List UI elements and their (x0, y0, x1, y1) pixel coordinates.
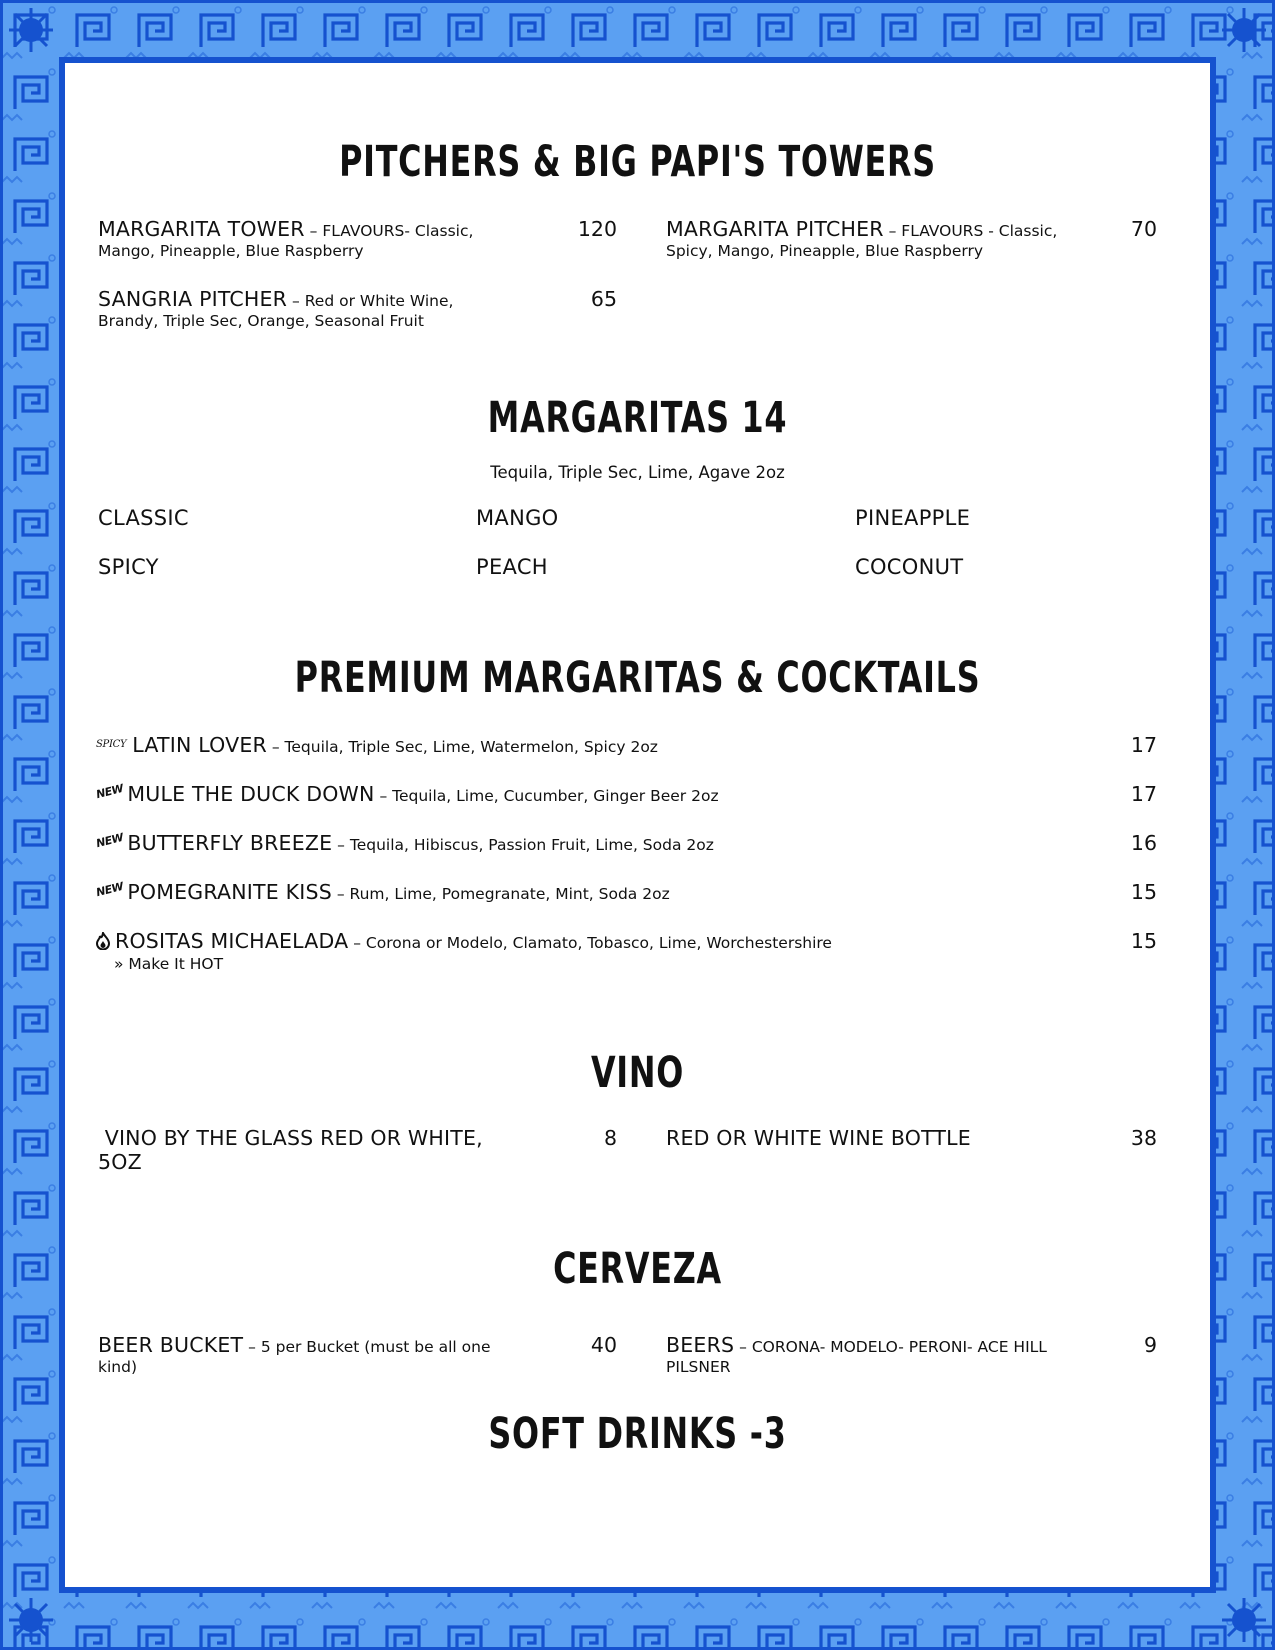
menu-item-margarita-tower (98, 217, 558, 260)
item-desc: – Rum, Lime, Pomegranate, Mint, Soda 2oz (331, 885, 670, 903)
item-price: 65 (590, 287, 617, 311)
item-name: MARGARITA PITCHER (666, 217, 884, 241)
section-title-soft-drinks: SOFT DRINKS -3 (488, 1409, 787, 1459)
flavor-pineapple: PINEAPPLE (855, 506, 971, 530)
item-name: LATIN LOVER (132, 733, 267, 757)
item-desc: – FLAVOURS - Classic, (883, 222, 1058, 240)
section-title-cerveza: CERVEZA (553, 1244, 722, 1294)
item-desc-cont: Brandy, Triple Sec, Orange, Seasonal Fruit (98, 312, 424, 330)
item-desc-cont: Spicy, Mango, Pineapple, Blue Raspberry (666, 242, 984, 260)
item-price: 15 (1130, 880, 1157, 904)
menu-item-mule-the-duck-down (96, 782, 1096, 806)
menu-item-beers (666, 1333, 1136, 1376)
item-price: 16 (1130, 831, 1157, 855)
item-name: MULE THE DUCK DOWN (127, 782, 375, 806)
new-tag: NEW (94, 879, 125, 900)
item-name: POMEGRANITE KISS (127, 880, 332, 904)
flavor-mango: MANGO (476, 506, 559, 530)
item-name: BEER BUCKET (98, 1333, 244, 1357)
item-desc: – Corona or Modelo, Clamato, Tobasco, Lime, Worchestershire (348, 934, 832, 952)
item-desc-cont: PILSNER (666, 1358, 731, 1376)
item-price: 38 (1130, 1126, 1157, 1150)
flame-icon (96, 932, 110, 954)
menu-item-wine-bottle (666, 1126, 1096, 1150)
item-desc: – FLAVOURS- Classic, (304, 222, 474, 240)
item-price: 17 (1130, 782, 1157, 806)
item-price: 15 (1130, 929, 1157, 953)
menu-item-margarita-pitcher (666, 217, 1136, 260)
spicy-tag: SPICY (96, 739, 127, 750)
flavor-spicy: SPICY (98, 555, 159, 579)
item-price: 17 (1130, 733, 1157, 757)
menu-item-butterfly-breeze (96, 831, 1096, 855)
item-desc-cont: kind) (98, 1358, 137, 1376)
item-desc: – Tequila, Triple Sec, Lime, Watermelon, Spicy 2oz (266, 738, 658, 756)
item-desc: – 5 per Bucket (must be all one (243, 1338, 491, 1356)
margaritas-subtitle: Tequila, Triple Sec, Lime, Agave 2oz (490, 463, 785, 482)
menu-item-vino-glass (98, 1126, 558, 1174)
item-price: 9 (1143, 1333, 1157, 1357)
flavor-classic: CLASSIC (98, 506, 189, 530)
item-name: MARGARITA TOWER (98, 217, 305, 241)
flavor-peach: PEACH (476, 555, 548, 579)
section-title-margaritas: MARGARITAS 14 (487, 393, 788, 443)
menu-item-pomegranite-kiss (96, 880, 1096, 904)
section-title-pitchers: PITCHERS & BIG PAPI'S TOWERS (339, 137, 936, 187)
item-desc: – Tequila, Hibiscus, Passion Fruit, Lime, Soda 2oz (332, 836, 714, 854)
new-tag: NEW (94, 781, 125, 802)
flavor-coconut: COCONUT (855, 555, 964, 579)
item-name: VINO BY THE GLASS RED OR WHITE, (98, 1126, 483, 1150)
menu-item-beer-bucket (98, 1333, 558, 1376)
section-title-premium: PREMIUM MARGARITAS & COCKTAILS (294, 653, 981, 703)
item-name-cont: 5OZ (98, 1150, 142, 1174)
item-price: 40 (590, 1333, 617, 1357)
item-desc-cont: Mango, Pineapple, Blue Raspberry (98, 242, 364, 260)
item-desc: – Tequila, Lime, Cucumber, Ginger Beer 2oz (374, 787, 719, 805)
menu-item-latin-lover (96, 733, 1096, 757)
item-price: 120 (577, 217, 617, 241)
item-note: » Make It HOT (114, 955, 224, 973)
menu-item-rositas-michaelada (96, 929, 1096, 973)
menu-item-sangria-pitcher (98, 287, 558, 330)
item-desc: – CORONA- MODELO- PERONI- ACE HILL (734, 1338, 1047, 1356)
item-desc: – Red or White Wine, (287, 292, 454, 310)
item-name: BEERS (666, 1333, 735, 1357)
item-name: RED OR WHITE WINE BOTTLE (666, 1126, 971, 1150)
item-name: ROSITAS MICHAELADA (115, 929, 349, 953)
section-title-vino: VINO (590, 1048, 685, 1098)
item-name: BUTTERFLY BREEZE (127, 831, 333, 855)
new-tag: NEW (94, 830, 125, 851)
item-price: 70 (1130, 217, 1157, 241)
menu-content (67, 65, 1208, 1585)
item-price: 8 (603, 1126, 617, 1150)
item-name: SANGRIA PITCHER (98, 287, 288, 311)
